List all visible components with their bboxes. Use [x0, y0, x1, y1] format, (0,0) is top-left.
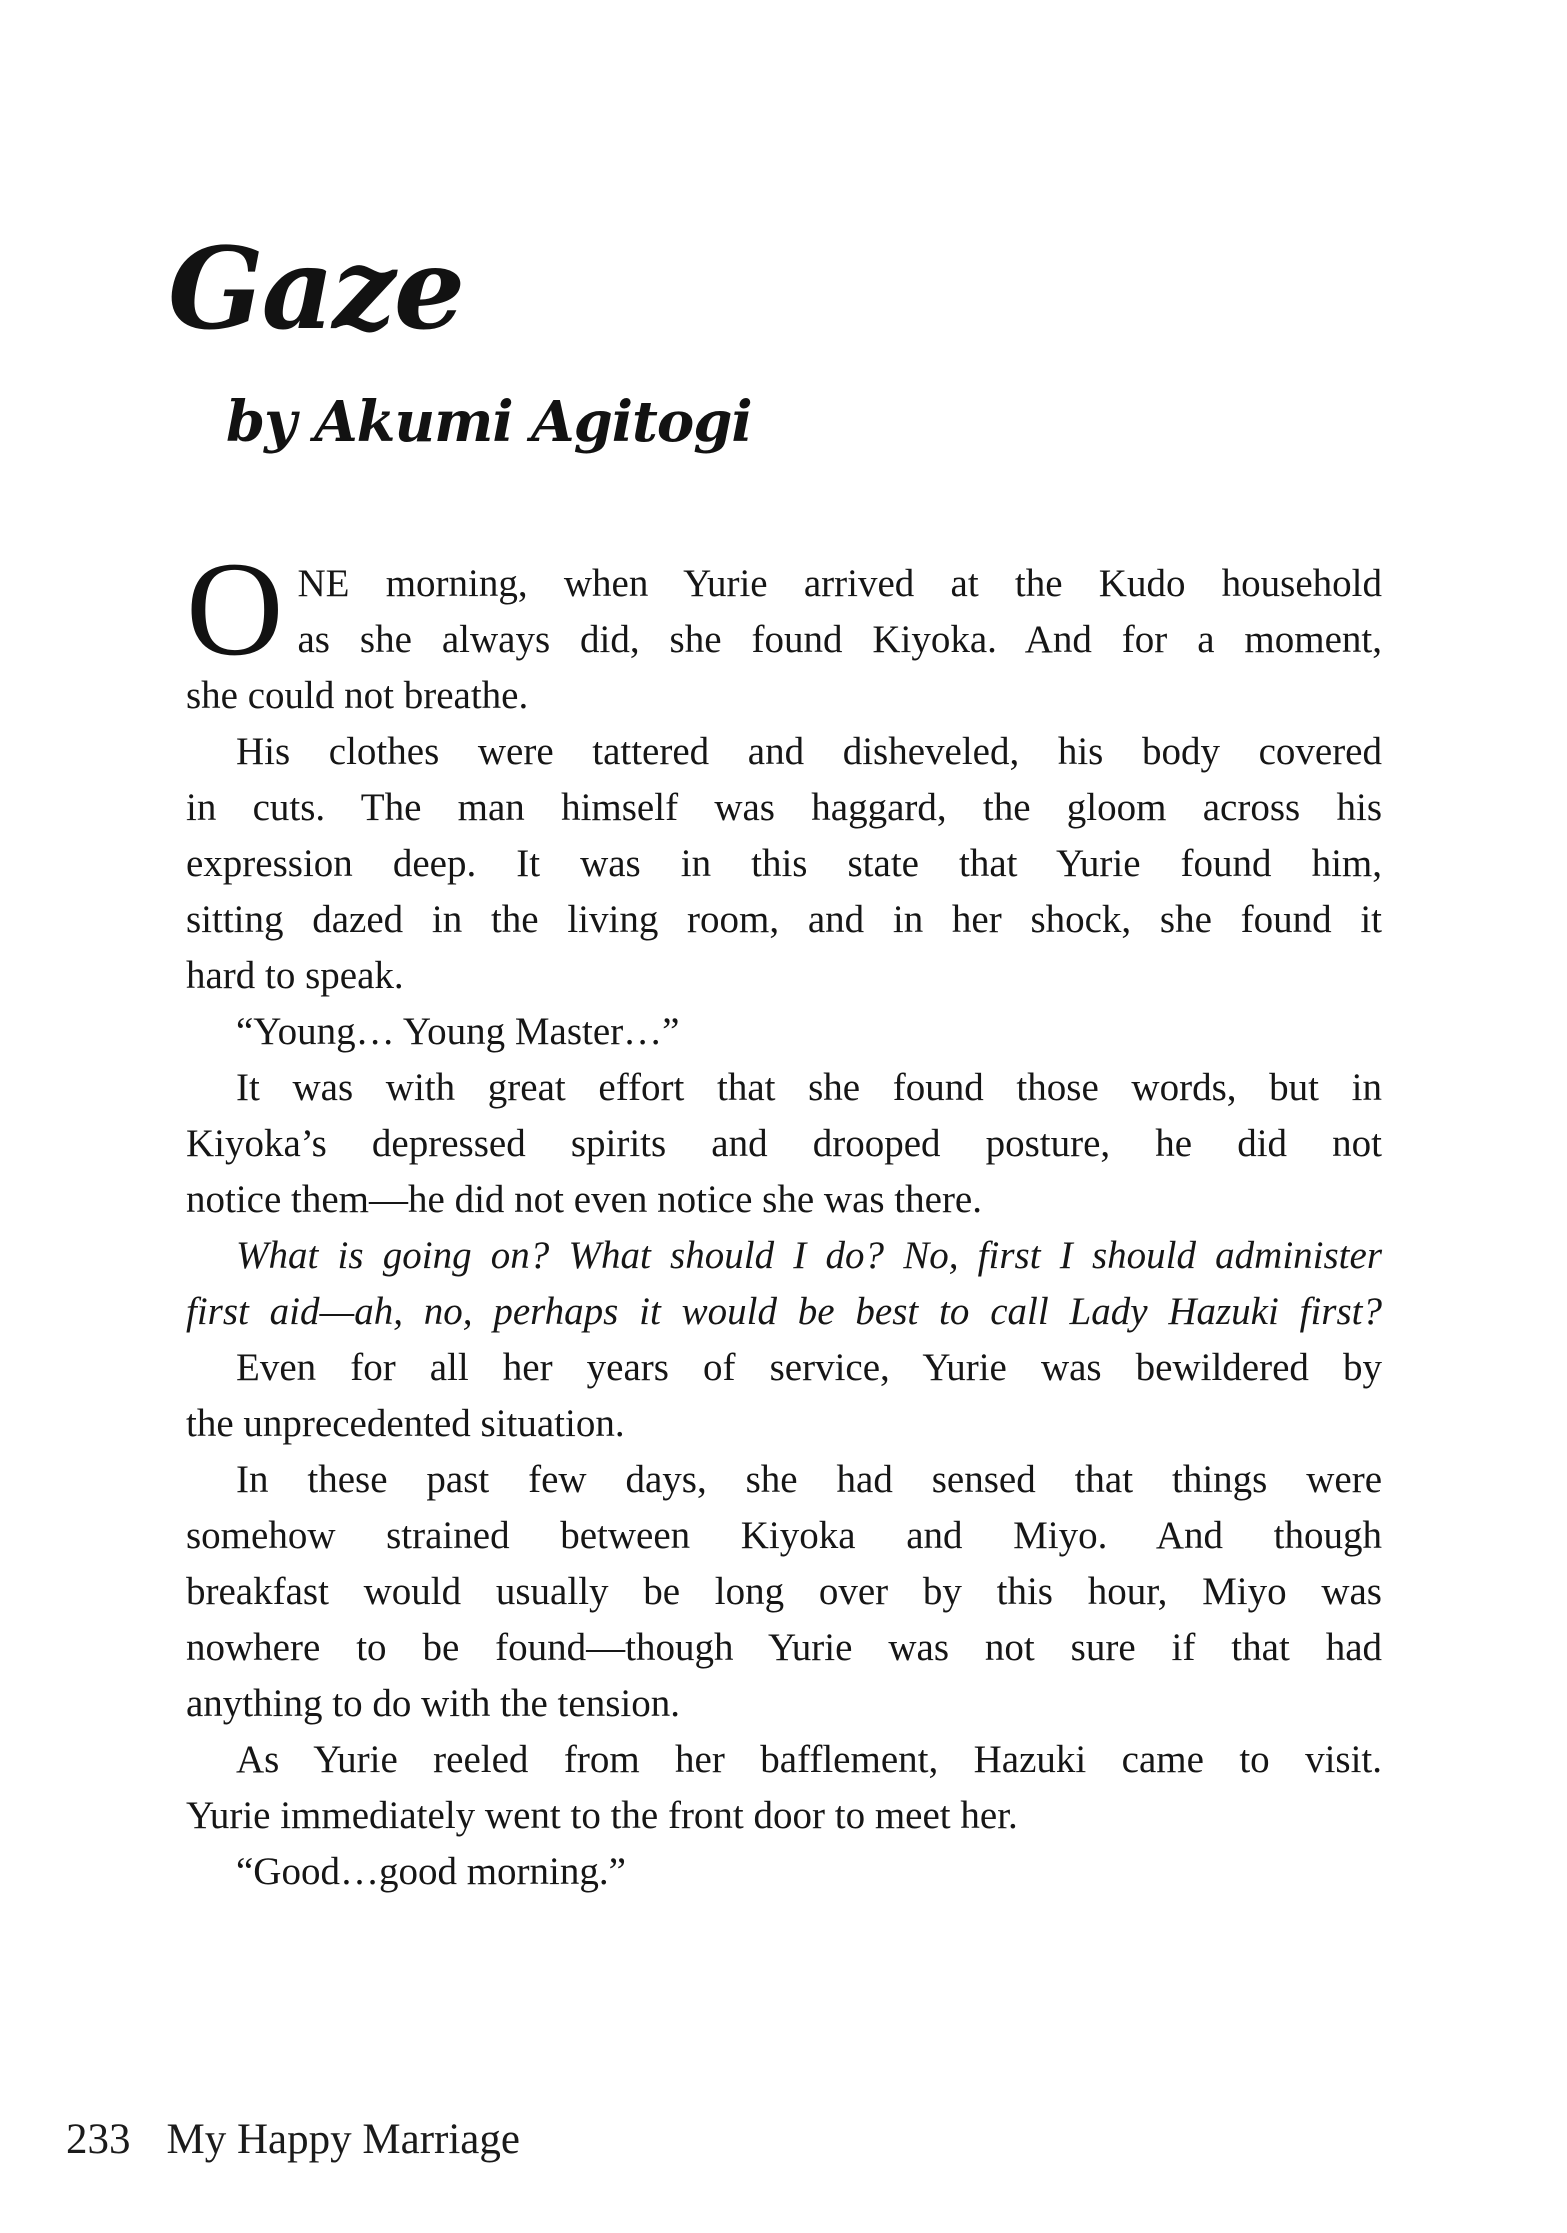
text-line: she could not breathe. [186, 674, 529, 717]
paragraph [186, 1732, 1382, 1844]
text-line: It was with great effort that she found those words, but in [236, 1066, 1382, 1109]
text-line: Yurie immediately went to the front door to meet her. [186, 1794, 1018, 1837]
paragraph [186, 1060, 1382, 1228]
text-line: hard to speak. [186, 954, 404, 997]
text-line: breakfast would usually be long over by this hour, Miyo was [186, 1570, 1382, 1613]
body-text [186, 535, 1382, 1900]
text-line: sitting dazed in the living room, and in her shock, she found it [186, 898, 1382, 941]
text-line: as she always did, she found Kiyoka. And for a moment, [297, 618, 1382, 661]
drop-cap: O [186, 535, 284, 684]
text-line: in cuts. The man himself was haggard, the gloom across his [186, 786, 1382, 829]
text-line: His clothes were tattered and disheveled, his body covered [236, 730, 1382, 773]
text-line: anything to do with the tension. [186, 1682, 680, 1725]
paragraph [186, 1844, 1382, 1900]
paragraph [186, 724, 1382, 1004]
text-line: NE morning, when Yurie arrived at the Kudo household [297, 562, 1382, 605]
text-line: As Yurie reeled from her bafflement, Hazuki came to visit. [236, 1738, 1382, 1781]
text-line: What is going on? What should I do? No, first I should administer [236, 1234, 1382, 1277]
text-line: “Young… Young Master…” [236, 1010, 680, 1053]
text-line: notice them—he did not even notice she was there. [186, 1178, 982, 1221]
text-line: the unprecedented situation. [186, 1402, 625, 1445]
chapter-byline: by Akumi Agitogi [226, 389, 752, 455]
text-line: Even for all her years of service, Yurie was bewildered by [236, 1346, 1382, 1389]
page-footer [66, 2114, 520, 2166]
book-title: My Happy Marriage [166, 2116, 520, 2163]
text-line: “Good…good morning.” [236, 1850, 626, 1893]
paragraph [186, 535, 1382, 724]
paragraph [186, 1452, 1382, 1732]
text-line: somehow strained between Kiyoka and Miyo. And though [186, 1514, 1382, 1557]
text-line: nowhere to be found—though Yurie was not sure if that had [186, 1626, 1382, 1669]
text-line: first aid—ah, no, perhaps it would be best to call Lady Hazuki first? [186, 1290, 1382, 1333]
paragraph [186, 1340, 1382, 1452]
text-line: expression deep. It was in this state that Yurie found him, [186, 842, 1382, 885]
paragraph [186, 1004, 1382, 1060]
page-number: 233 [66, 2116, 131, 2163]
text-line: Kiyoka’s depressed spirits and drooped posture, he did not [186, 1122, 1382, 1165]
chapter-title: Gaze [168, 224, 464, 355]
paragraph [186, 1228, 1382, 1340]
text-line: In these past few days, she had sensed that things were [236, 1458, 1382, 1501]
